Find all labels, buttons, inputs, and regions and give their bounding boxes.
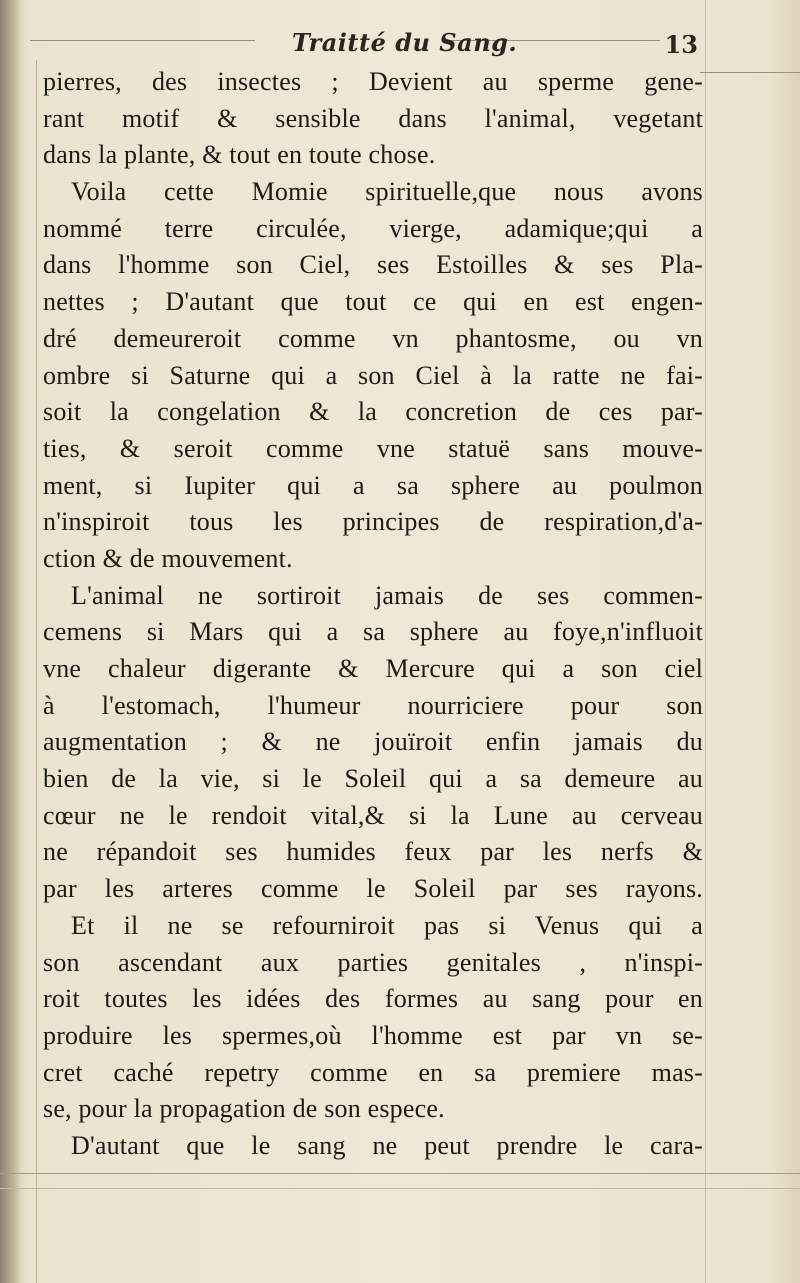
text-line: Et il ne se refourniroit pas si Venus qui a — [71, 910, 703, 940]
header-rule-margin — [700, 72, 800, 73]
text-line: n'inspiroit tous les principes de respiration,d'a- — [43, 507, 703, 537]
running-title: Traitté du Sang. — [292, 28, 518, 57]
right-margin-line — [705, 0, 706, 1283]
text-line: nettes ; D'autant que tout ce qui en est engen- — [43, 287, 703, 317]
body-text — [43, 64, 703, 1165]
text-line: par les arteres comme le Soleil par ses rayons. — [43, 874, 703, 904]
text-line: bien de la vie, si le Soleil qui a sa demeure au — [43, 764, 703, 794]
text-line: cemens si Mars qui a sa sphere au foye,n'influoit — [43, 617, 703, 647]
text-line: Voila cette Momie spirituelle,que nous avons — [71, 177, 703, 207]
bottom-page-edge-shadow — [0, 1188, 800, 1189]
text-line: D'autant que le sang ne peut prendre le cara- — [71, 1130, 703, 1160]
text-line: produire les spermes,où l'homme est par vn se- — [43, 1020, 703, 1050]
text-line: pierres, des insectes ; Devient au sperme gene- — [43, 67, 703, 96]
text-line: se, pour la propagation de son espece. — [43, 1094, 445, 1124]
text-line: cœur ne le rendoit vital,& si la Lune au cerveau — [43, 800, 703, 830]
text-line: nommé terre circulée, vierge, adamique;qui a — [43, 213, 703, 243]
text-line: à l'estomach, l'humeur nourriciere pour son — [43, 690, 703, 720]
text-line: roit toutes les idées des formes au sang pour en — [43, 984, 703, 1014]
page-number: 13 — [664, 30, 698, 59]
text-line: dans la plante, & tout en toute chose. — [43, 140, 436, 170]
left-margin-line — [36, 60, 37, 1283]
text-line: augmentation ; & ne jouïroit enfin jamais du — [43, 727, 703, 757]
text-line: vne chaleur digerante & Mercure qui a son ciel — [43, 654, 703, 683]
text-line: ties, & seroit comme vne statuë sans mouve- — [43, 433, 703, 463]
text-line: ne répandoit ses humides feux par les nerfs & — [43, 837, 703, 867]
book-binding-shadow — [0, 0, 22, 1283]
page-header — [40, 22, 708, 64]
bottom-page-edge — [0, 1173, 800, 1174]
text-line: ction & de mouvement. — [43, 543, 293, 573]
text-line: dré demeureroit comme vn phantosme, ou vn — [43, 323, 703, 353]
text-line: dans l'homme son Ciel, ses Estoilles & ses Pla- — [43, 250, 703, 280]
text-line: rant motif & sensible dans l'animal, vegetant — [43, 103, 703, 133]
text-line: cret caché repetry comme en sa premiere mas- — [43, 1057, 703, 1087]
text-line: son ascendant aux parties genitales , n'inspi- — [43, 947, 703, 977]
text-line: L'animal ne sortiroit jamais de ses commen- — [71, 580, 703, 610]
text-line: ment, si Iupiter qui a sa sphere au poulmon — [43, 470, 703, 500]
text-line: ombre si Saturne qui a son Ciel à la ratte ne fai- — [43, 360, 703, 390]
text-line: soit la congelation & la concretion de ces par- — [43, 397, 703, 427]
